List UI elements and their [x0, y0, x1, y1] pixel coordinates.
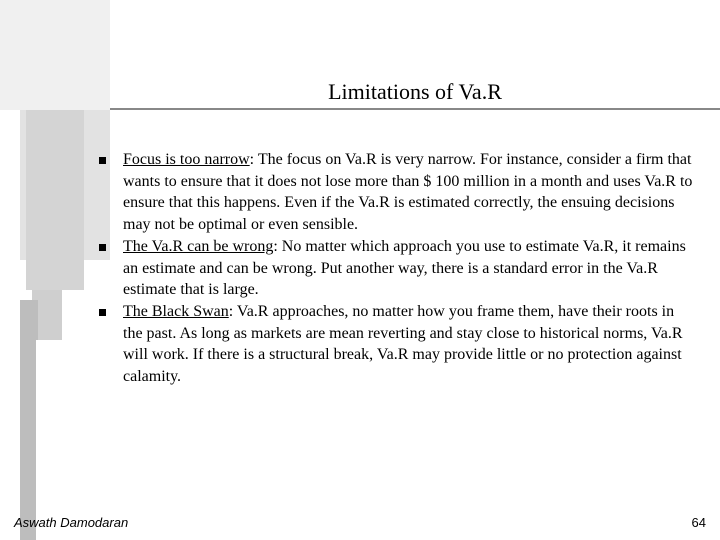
- slide-title: Limitations of Va.R: [328, 79, 502, 104]
- bullet-item: [95, 301, 695, 388]
- square-bullet-icon: [99, 244, 106, 251]
- bullet-lead: The Black Swan: [123, 302, 229, 320]
- decorative-block: [36, 340, 64, 540]
- bullet-list: [95, 149, 695, 388]
- decorative-block: [26, 110, 84, 290]
- title-divider: [110, 108, 720, 110]
- page-number: 64: [691, 515, 706, 530]
- square-bullet-icon: [99, 157, 106, 164]
- bullet-text: : Va.R approaches, no matter how you frame them, have their roots in the past. As long as markets are mean reverting and stay close to historical norms, Va.R will work. If there is a structural break, Va.R may provide little or no protection against calamity.: [123, 302, 683, 386]
- square-bullet-icon: [99, 309, 106, 316]
- footer-author: Aswath Damodaran: [14, 515, 129, 530]
- bullet-item: [95, 236, 695, 301]
- bullet-text: : The focus on Va.R is very narrow. For instance, consider a firm that wants to ensure that it does not lose more than $ 100 million in a month and uses Va.R to ensure that this happens. Even if the Va.R is estimated correctly, the ensuing decisions may not be optimal or even sensible.: [123, 151, 693, 234]
- bullet-item: [95, 149, 695, 236]
- bullet-text: : No matter which approach you use to estimate Va.R, it remains an estimate and can be wrong. Put another way, there is a standard error in the Va.R estimate that is large.: [123, 237, 686, 299]
- bullet-lead: The Va.R can be wrong: [123, 237, 274, 255]
- decorative-block: [0, 0, 110, 110]
- bullet-lead: Focus is too narrow: [123, 151, 250, 168]
